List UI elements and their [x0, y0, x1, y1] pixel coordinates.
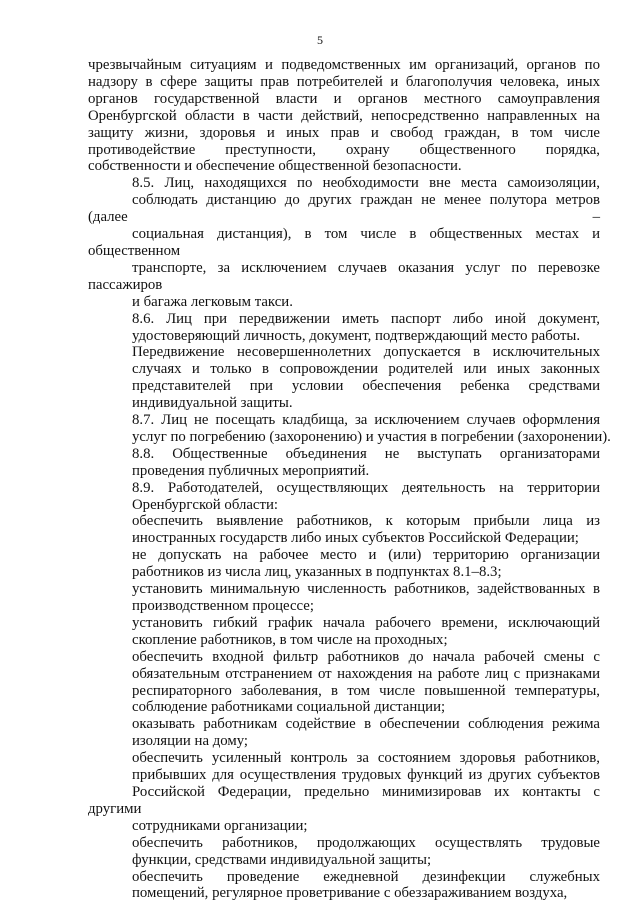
- text-line: производственном процессе;: [132, 598, 314, 614]
- text-line: надзору в сфере защиты прав потребителей и благополучия человека, иных: [88, 73, 600, 90]
- document-paragraph: [88, 835, 600, 869]
- text-line: 8.5. Лиц, находящихся по необходимости вне места самоизоляции,: [132, 175, 600, 192]
- text-line: обеспечить выявление работников, к которым прибыли лица из: [132, 513, 600, 530]
- text-line: транспорте, за исключением случаев оказания услуг по перевозке пассажиров: [88, 259, 600, 293]
- document-paragraph: [88, 716, 600, 750]
- text-line: Оренбургской области в части действий, непосредственно направленных на: [88, 107, 600, 124]
- text-line: обеспечить работников, продолжающих осуществлять трудовые: [132, 834, 600, 851]
- text-line: установить гибкий график начала рабочего времени, исключающий: [132, 614, 600, 631]
- text-line: обеспечить усиленный контроль за состоянием здоровья работников,: [132, 750, 600, 767]
- text-line: случаях и только в сопровождении родителей или иных законных: [132, 361, 600, 378]
- text-line: противодействие преступности, охрану общественного порядка,: [88, 141, 600, 158]
- document-paragraph: [88, 344, 600, 412]
- text-line: 8.7. Лиц не посещать кладбища, за исключением случаев оформления: [132, 412, 600, 429]
- text-line: и багажа легковым такси.: [132, 293, 293, 310]
- text-line: соблюдение работниками социальной дистанции;: [132, 699, 446, 716]
- text-line: услуг по погребению (захоронению) и участия в погребении (захоронении).: [132, 428, 611, 445]
- document-paragraph: [88, 513, 600, 547]
- text-line: соблюдать дистанцию до других граждан не менее полутора метров (далее –: [88, 192, 600, 226]
- text-line: защиту жизни, здоровья и иных прав и свобод граждан, в том числе: [88, 124, 600, 141]
- document-paragraph: [88, 412, 611, 446]
- document-paragraph: [88, 480, 600, 514]
- text-line: органов государственной власти и органов местного самоуправления: [88, 90, 600, 107]
- document-paragraph: [88, 57, 600, 175]
- document-paragraph: [88, 649, 600, 717]
- text-line: скопление работников, в том числе на проходных;: [132, 631, 448, 648]
- text-line: Оренбургской области:: [132, 496, 278, 513]
- text-line: работников из числа лиц, указанных в подпунктах 8.1–8.3;: [132, 564, 502, 581]
- document-paragraph: [88, 581, 600, 615]
- text-line: Российской Федерации, предельно минимизировав их контакты с другими: [88, 783, 600, 817]
- text-line: установить минимальную численность работников, задействованных в: [132, 581, 600, 598]
- text-line: индивидуальной защиты.: [132, 395, 293, 412]
- document-paragraph: [88, 615, 600, 649]
- document-body: [88, 57, 611, 902]
- text-line: 8.9. Работодателей, осуществляющих деятельность на территории: [132, 479, 600, 496]
- text-line: оказывать работникам содействие в обеспечении соблюдения режима: [132, 716, 600, 733]
- text-line: Передвижение несовершеннолетних допускается в исключительных: [132, 344, 600, 361]
- text-line: сотрудниками организации;: [132, 817, 308, 834]
- text-line: проведения публичных мероприятий.: [132, 462, 370, 479]
- text-line: помещений, регулярное проветривание с обеззараживанием воздуха,: [132, 885, 568, 902]
- page-number: 5: [317, 33, 323, 47]
- text-line: не допускать на рабочее место и (или) территорию организации: [132, 547, 600, 564]
- text-line: собственности и обеспечение общественной безопасности.: [88, 158, 462, 175]
- document-paragraph: [88, 750, 600, 835]
- text-line: 8.6. Лиц при передвижении иметь паспорт либо иной документ,: [132, 310, 600, 327]
- text-line: обеспечить входной фильтр работников до начала рабочей смены с: [132, 648, 600, 665]
- text-line: чрезвычайным ситуациям и подведомственных им организаций, органов по: [88, 57, 600, 73]
- text-line: 8.8. Общественные объединения не выступать организаторами: [132, 445, 600, 462]
- document-paragraph: [88, 446, 600, 480]
- text-line: изоляции на дому;: [132, 733, 249, 750]
- text-line: обеспечить проведение ежедневной дезинфекции служебных: [132, 868, 600, 885]
- document-paragraph: [88, 311, 600, 345]
- text-line: представителей при условии обеспечения ребенка средствами: [132, 378, 600, 395]
- text-line: функции, средствами индивидуальной защиты;: [132, 851, 432, 868]
- text-line: обязательным отстранением от нахождения на работе лиц с признаками: [132, 665, 600, 682]
- text-line: удостоверяющий личность, документ, подтверждающий место работы.: [132, 327, 581, 344]
- text-line: респираторного заболевания, в том числе повышенной температуры,: [132, 682, 600, 699]
- document-paragraph: [88, 175, 600, 310]
- document-paragraph: [88, 869, 600, 903]
- text-line: иностранных государств либо иных субъектов Российской Федерации;: [132, 530, 579, 547]
- document-paragraph: [88, 547, 600, 581]
- text-line: социальная дистанция), в том числе в общественных местах и общественном: [88, 226, 600, 259]
- text-line: прибывших для осуществления трудовых функций из других субъектов: [132, 767, 600, 784]
